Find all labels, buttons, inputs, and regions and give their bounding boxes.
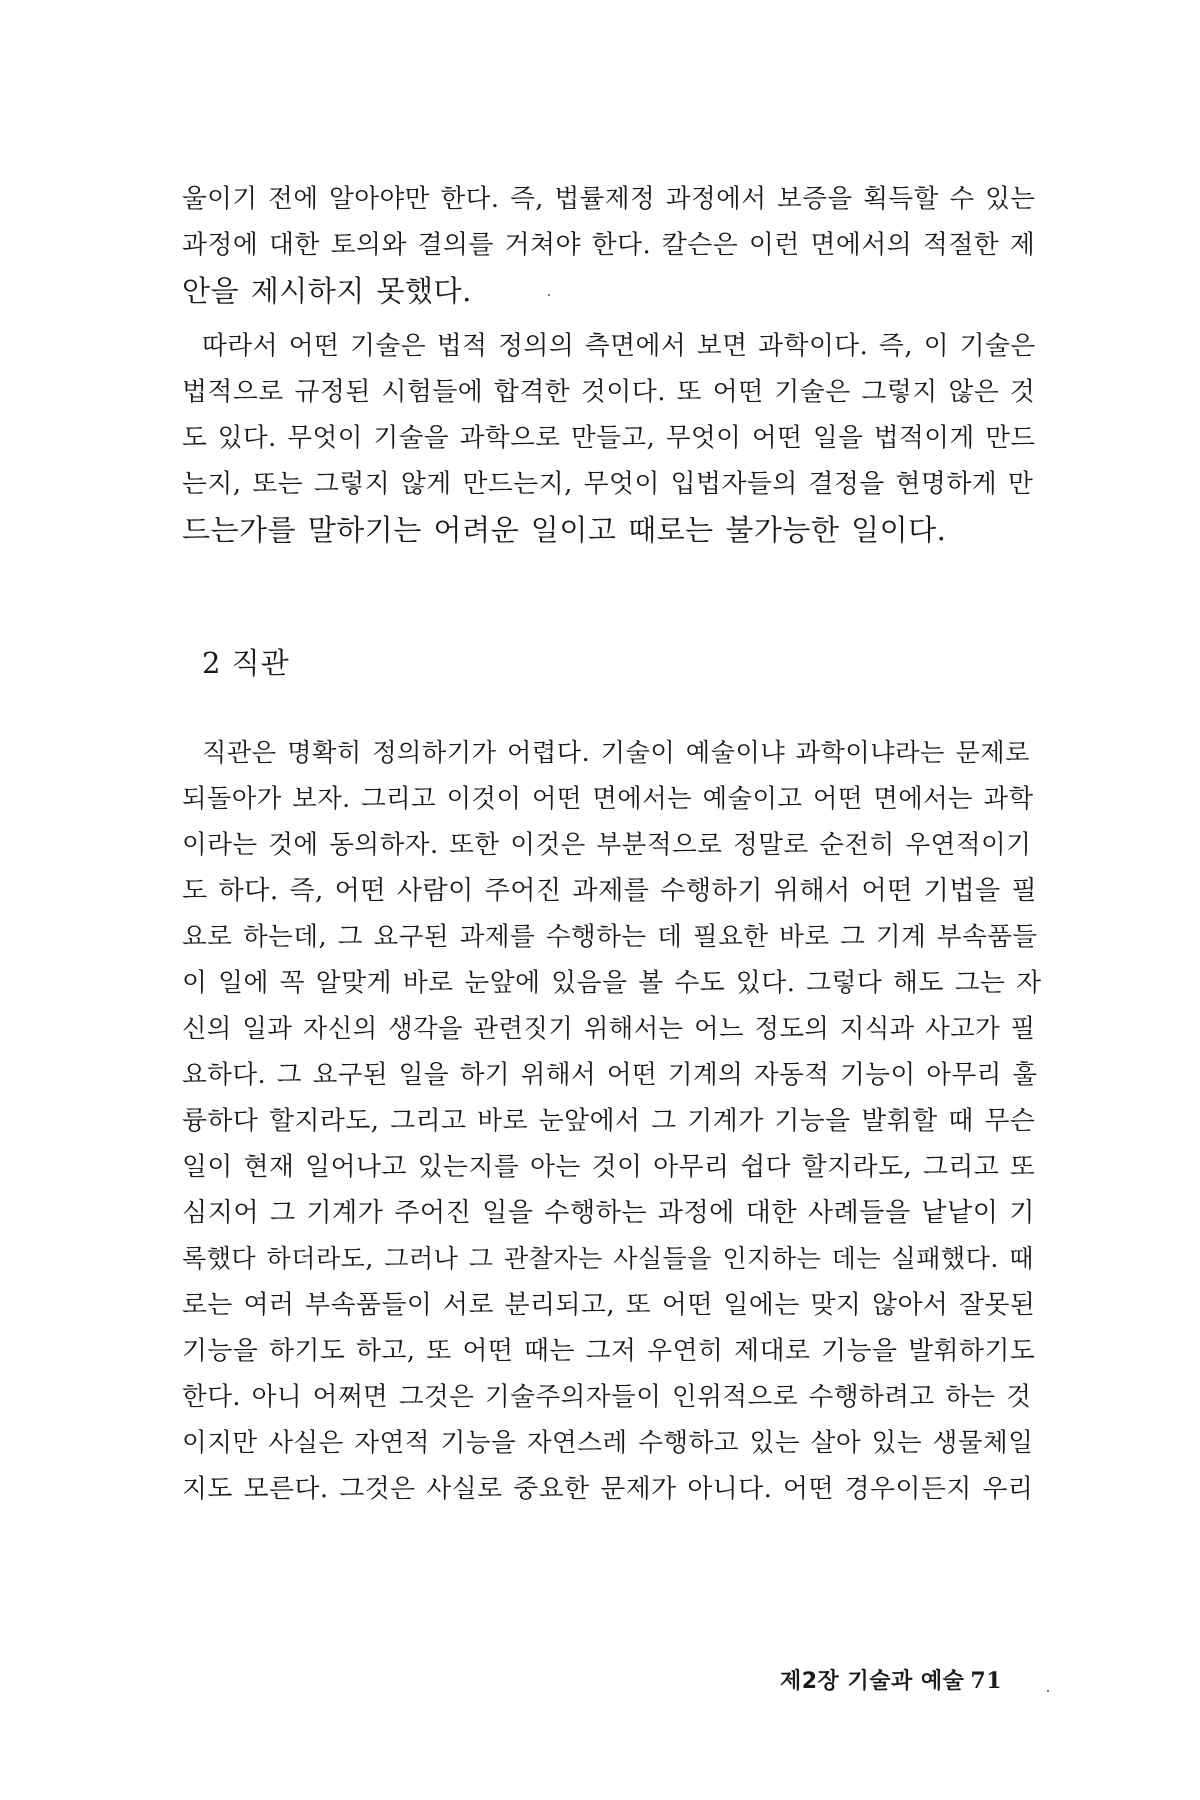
- text-line: 요하다. 그 요구된 일을 하기 위해서 어떤 기계의 자동적 기능이 아무리 훌: [182, 1060, 1038, 1090]
- text-line: 따라서 어떤 기술은 법적 정의의 측면에서 보면 과학이다. 즉, 이 기술은: [202, 331, 1036, 361]
- text-line: 신의 일과 자신의 생각을 관련짓기 위해서는 어느 정도의 지식과 사고가 필: [182, 1014, 1036, 1043]
- text-line: 법적으로 규정된 시험들에 합격한 것이다. 또 어떤 기술은 그렇지 않은 것: [182, 377, 1036, 407]
- text-line: 이라는 것에 동의하자. 또한 이것은 부분적으로 정말로 순전히 우연적이기: [182, 830, 1032, 860]
- text-line: 록했다 하더라도, 그러나 그 관찰자는 사실들을 인지하는 데는 실패했다. 때: [182, 1244, 1034, 1273]
- text-line: 도 있다. 무엇이 기술을 과학으로 만들고, 무엇이 어떤 일을 법적이게 만드: [182, 423, 1036, 453]
- text-line: 과정에 대한 토의와 결의를 거쳐야 한다. 칼슨은 이런 면에서의 적절한 제: [182, 230, 1036, 260]
- paragraph-continued: [182, 176, 1036, 314]
- page-number: 71: [970, 1668, 1003, 1694]
- text-line: 로는 여러 부속품들이 서로 분리되고, 또 어떤 일에는 맞지 않아서 잘못된: [182, 1290, 1036, 1320]
- text-line: 륭하다 할지라도, 그리고 바로 눈앞에서 그 기계가 기능을 발휘할 때 무슨: [182, 1106, 1036, 1136]
- text-line: 지도 모른다. 그것은 사실로 중요한 문제가 아니다. 어떤 경우이든지 우리: [182, 1474, 1034, 1504]
- text-line: 되돌아가 보자. 그리고 이것이 어떤 면에서는 예술이고 어떤 면에서는 과학: [182, 784, 1034, 813]
- chapter-title: 제2장 기술과 예술: [780, 1669, 965, 1694]
- paragraph-2: [182, 323, 1036, 553]
- text-line: 안을 제시하지 못했다.: [182, 274, 472, 308]
- text-line: 는지, 또는 그렇지 않게 만드는지, 무엇이 입법자들의 결정을 현명하게 만: [182, 469, 1034, 499]
- text-line: 이지만 사실은 자연적 기능을 자연스레 수행하고 있는 살아 있는 생물체일: [182, 1428, 1034, 1458]
- text-line: 울이기 전에 알아야만 한다. 즉, 법률제정 과정에서 보증을 획득할 수 있는: [182, 184, 1036, 214]
- text-line: 한다. 아니 어쩌면 그것은 기술주의자들이 인위적으로 수행하려고 하는 것: [182, 1382, 1032, 1412]
- scan-speck: [1047, 1690, 1049, 1692]
- text-line: 이 일에 꼭 알맞게 바로 눈앞에 있음을 볼 수도 있다. 그렇다 해도 그는 자: [182, 968, 1042, 998]
- scan-speck: [548, 294, 550, 296]
- text-line: 드는가를 말하기는 어려운 일이고 때로는 불가능한 일이다.: [182, 513, 947, 547]
- text-line: 기능을 하기도 하고, 또 어떤 때는 그저 우연히 제대로 기능을 발휘하기도: [182, 1336, 1036, 1366]
- paragraph-3: [182, 730, 1042, 1512]
- text-line: 요로 하는데, 그 요구된 과제를 수행하는 데 필요한 바로 그 기계 부속품들: [182, 922, 1038, 952]
- text-line: 도 하다. 즉, 어떤 사람이 주어진 과제를 수행하기 위해서 어떤 기법을 필: [182, 876, 1038, 906]
- section-heading: 2 직관: [202, 646, 290, 680]
- text-line: 직관은 명확히 정의하기가 어렵다. 기술이 예술이냐 과학이냐라는 문제로: [202, 738, 1030, 767]
- text-line: 심지어 그 기계가 주어진 일을 수행하는 과정에 대한 사례들을 낱낱이 기: [182, 1198, 1035, 1228]
- page-footer: [780, 1664, 1002, 1695]
- text-line: 일이 현재 일어나고 있는지를 아는 것이 아무리 쉽다 할지라도, 그리고 또: [182, 1152, 1036, 1182]
